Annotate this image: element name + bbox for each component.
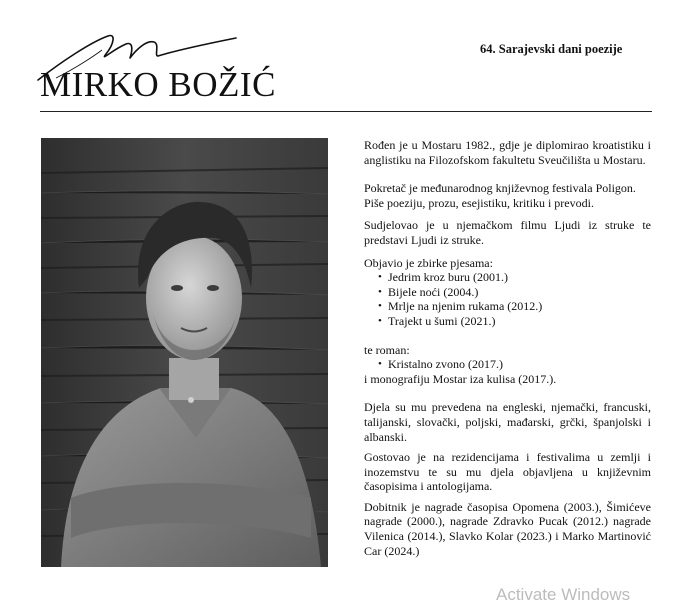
bio-paragraph-festival: Pokretač je međunarodnog književnog festivala Poligon. (364, 181, 636, 196)
monograph-line: i monografiju Mostar iza kulisa (2017.). (364, 371, 557, 386)
author-name: MIRKO BOŽIĆ (40, 65, 276, 104)
activate-windows-watermark: Activate Windows (496, 585, 631, 604)
list-item: • Bijele noći (2004.) (380, 285, 651, 300)
novel-intro: te roman: (364, 342, 410, 357)
bio-paragraph-residencies: Gostovao je na rezidencijama i festivalima u zemlji i inozemstvu te su mu djela objavljena u književnim časopisima i antologijama. (364, 450, 651, 494)
bio-paragraph-writing: Piše poeziju, prozu, esejistiku, kritiku i prevodi. (364, 195, 594, 210)
bio-paragraph-film: Sudjelovao je u njemačkom filmu Ljudi iz struke te predstavi Ljudi iz struke. (364, 218, 651, 247)
collections-list (364, 270, 651, 328)
bio-paragraph-translations: Djela su mu prevedena na engleski, njemački, francuski, talijanski, slovački, poljski, mađarski, grčki, španjolski i albanski. (364, 400, 651, 444)
bio-paragraph-birth: Rođen je u Mostaru 1982., gdje je diplomirao kroatistiku i anglistiku na Filozofskom fakultetu Sveučilišta u Mostaru. (364, 138, 651, 167)
list-item: • Trajekt u šumi (2021.) (380, 314, 651, 329)
novel-list (364, 357, 651, 372)
bio-paragraph-awards: Dobitnik je nagrade časopisa Opomena (2003.), Šimićeve nagrade (2000.), nagrade Zdravko Pucak (2012.) nagrade Vilenica (2014.), Slavko Kolar (2023.) i Marko Martinović Car (2024.) (364, 499, 651, 558)
collections-intro: Objavio je zbirke pjesama: (364, 255, 493, 270)
event-title: 64. Sarajevski dani poezije (480, 42, 623, 56)
list-item: • Mrlje na njenim rukama (2012.) (380, 299, 651, 314)
author-photo (41, 138, 328, 567)
biography (364, 138, 651, 558)
header-divider (40, 111, 652, 112)
list-item: • Jedrim kroz buru (2001.) (380, 270, 651, 285)
list-item: • Kristalno zvono (2017.) (380, 357, 651, 372)
